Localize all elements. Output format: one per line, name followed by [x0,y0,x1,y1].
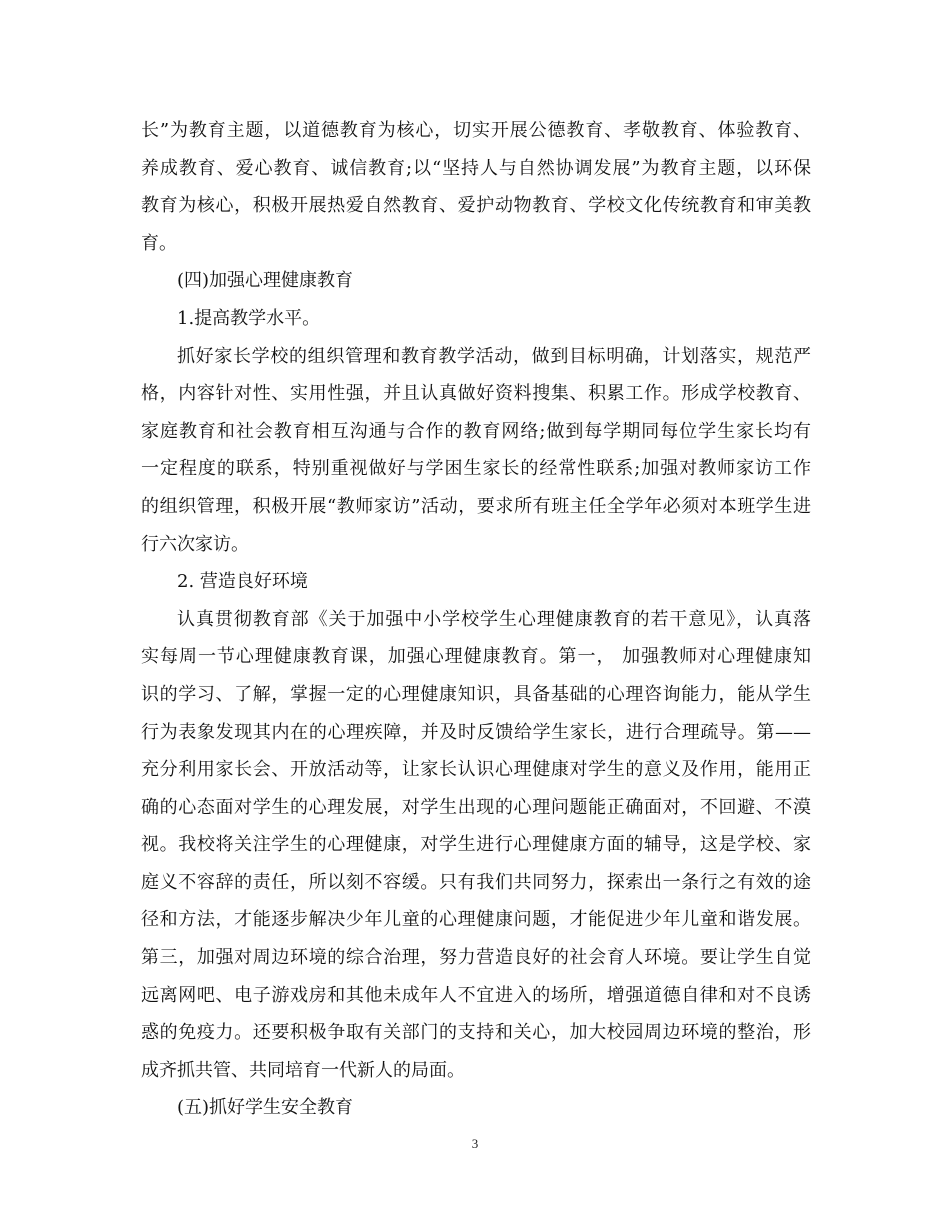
paragraph-line: 育。 [141,232,177,254]
section-heading: (四)加强心理健康教育 [177,270,354,292]
paragraph-line: 养成教育、爱心教育、诚信教育;以“坚持人与自然协调发展”为教育主题，以环保 [141,157,811,179]
paragraph-line: 径和方法，才能逐步解决少年儿童的心理健康问题，才能促进少年儿童和谐发展。 [141,909,811,931]
paragraph-line: 充分利用家长会、开放活动等，让家长认识心理健康对学生的意义及作用，能用正 [141,759,811,781]
paragraph-line: 格，内容针对性、实用性强，并且认真做好资料搜集、积累工作。形成学校教育、 [141,383,811,405]
paragraph-line: 实每周一节心理健康教育课，加强心理健康教育。第一， 加强教师对心理健康知 [141,646,811,668]
paragraph-line: 识的学习、了解，掌握一定的心理健康知识，具备基础的心理咨询能力，能从学生 [141,683,811,705]
subsection-heading: 2. 营造良好环境 [177,571,308,593]
subsection-heading: 1.提高教学水平。 [177,307,321,329]
section-heading: (五)抓好学生安全教育 [177,1097,354,1119]
paragraph-line: 认真贯彻教育部《关于加强中小学校学生心理健康教育的若干意见》，认真落 [177,608,811,630]
paragraph-line: 抓好家长学校的组织管理和教育教学活动，做到目标明确，计划落实，规范严 [177,345,811,367]
paragraph-line: 第三，加强对周边环境的综合治理，努力营造良好的社会育人环境。要让学生自觉 [141,947,811,969]
paragraph-line: 教育为核心，积极开展热爱自然教育、爱护动物教育、学校文化传统教育和审美教 [141,195,811,217]
page-number: 3 [471,1136,479,1151]
paragraph-line: 视。我校将关注学生的心理健康，对学生进行心理健康方面的辅导，这是学校、家 [141,834,811,856]
paragraph-line: 一定程度的联系，特别重视做好与学困生家长的经常性联系;加强对教师家访工作 [141,458,811,480]
paragraph-line: 行六次家访。 [141,533,249,555]
document-body [141,112,811,1127]
paragraph-line: 远离网吧、电子游戏房和其他未成年人不宜进入的场所，增强道德自律和对不良诱 [141,984,811,1006]
paragraph-line: 惑的免疫力。还要积极争取有关部门的支持和关心，加大校园周边环境的整治，形 [141,1022,811,1044]
paragraph-line: 家庭教育和社会教育相互沟通与合作的教育网络;做到每学期同每位学生家长均有 [141,420,811,442]
paragraph-line: 成齐抓共管、共同培育一代新人的局面。 [141,1059,465,1081]
paragraph-line: 行为表象发现其内在的心理疾障，并及时反馈给学生家长，进行合理疏导。第—— [141,721,811,743]
paragraph-line: 长”为教育主题，以道德教育为核心，切实开展公德教育、孝敬教育、体验教育、 [141,120,811,141]
paragraph-line: 庭义不容辞的责任，所以刻不容缓。只有我们共同努力，探索出一条行之有效的途 [141,871,811,893]
paragraph-line: 确的心态面对学生的心理发展，对学生出现的心理问题能正确面对，不回避、不漠 [141,796,811,818]
paragraph-line: 的组织管理，积极开展“教师家访”活动，要求所有班主任全学年必须对本班学生进 [141,495,811,517]
